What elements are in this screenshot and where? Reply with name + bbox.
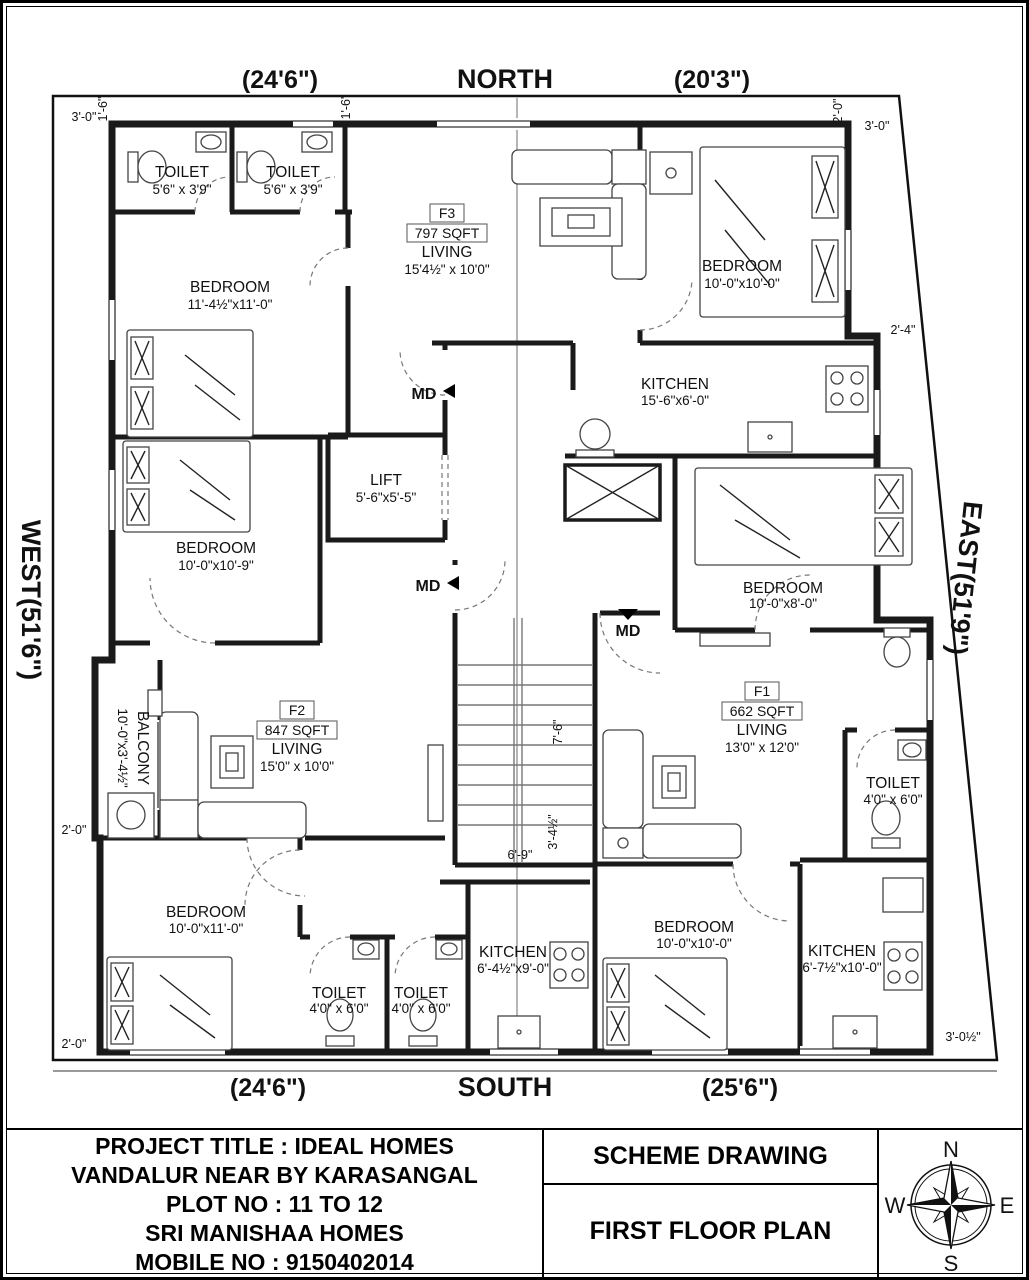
flat-id: F1 xyxy=(753,683,771,699)
sink xyxy=(498,1016,540,1048)
fridge xyxy=(883,878,923,912)
dim-label: 2'-4" xyxy=(890,323,916,337)
room-label: KITCHEN xyxy=(807,943,877,960)
room-dim: 5'6" x 3'9" xyxy=(263,182,323,197)
wc-toilet xyxy=(884,628,910,667)
mobile-number: MOBILE NO : 9150402014 xyxy=(135,1248,414,1275)
sink xyxy=(833,1016,877,1048)
flat-room: LIVING xyxy=(736,722,788,739)
dim-label: 3'-4½" xyxy=(546,814,560,850)
top-dim-left: (24'6") xyxy=(241,66,319,94)
washbasin xyxy=(196,132,226,152)
bed xyxy=(123,441,250,532)
washbasin xyxy=(436,940,462,959)
compass-cell xyxy=(879,1130,1022,1278)
bottom-dim-left: (24'6") xyxy=(229,1074,307,1102)
room-dim: 10'-0"x3'-4½" xyxy=(115,708,130,788)
dim-label: 1'-6" xyxy=(339,94,353,120)
scheme-label: SCHEME DRAWING xyxy=(544,1130,877,1185)
washbasin xyxy=(302,132,332,152)
md-label: MD xyxy=(411,386,437,403)
stove xyxy=(826,366,868,412)
title-block xyxy=(7,1128,1022,1278)
bottom-dim-right: (25'6") xyxy=(701,1074,779,1102)
dim-label: 2'-0" xyxy=(831,98,845,124)
room-label: TOILET xyxy=(266,164,320,181)
top-dim-right: (20'3") xyxy=(673,66,751,94)
room-label: BEDROOM xyxy=(742,580,824,597)
tv-unit xyxy=(700,633,770,646)
door-triangle-icon xyxy=(443,384,455,398)
room-dim: 10'-0"x10'-9" xyxy=(178,558,254,573)
flat-room-dim: 15'0" x 10'0" xyxy=(259,759,335,774)
stove xyxy=(550,942,588,988)
flat-id: F3 xyxy=(438,205,456,221)
dim-label: 2'-0" xyxy=(61,823,87,837)
north-label: NORTH xyxy=(457,64,553,94)
plan-name: FIRST FLOOR PLAN xyxy=(589,1217,832,1245)
room-dim: 4'0" x 6'0" xyxy=(309,1001,369,1016)
flat-room: LIVING xyxy=(271,741,323,758)
lift-label: LIFT xyxy=(370,472,402,489)
room-label: BEDROOM xyxy=(165,904,247,921)
room-label: BEDROOM xyxy=(701,258,783,275)
tv-unit xyxy=(428,745,443,821)
staircase xyxy=(458,618,592,862)
stove xyxy=(884,942,922,990)
room-dim: 4'0" x 6'0" xyxy=(391,1001,451,1016)
bed xyxy=(700,147,845,317)
door-triangle-icon xyxy=(447,576,459,590)
south-label: SOUTH xyxy=(457,1072,553,1102)
project-title: PROJECT TITLE : IDEAL HOMES xyxy=(95,1132,454,1159)
room-dim: 4'0" x 6'0" xyxy=(863,792,923,807)
room-label: TOILET xyxy=(155,164,209,181)
room-dim: 10'-0"x11'-0" xyxy=(168,921,244,936)
room-dim: 6'-4½"x9'-0" xyxy=(477,961,549,976)
dim-label: 3'-0" xyxy=(71,110,97,124)
md-label: MD xyxy=(615,623,641,640)
compass-rose-icon xyxy=(879,1131,1022,1277)
room-label: BEDROOM xyxy=(189,279,271,296)
room-label: BEDROOM xyxy=(175,540,257,557)
flat-room-dim: 15'4½" x 10'0" xyxy=(404,262,490,277)
compass-s: S xyxy=(943,1251,959,1276)
west-label: WEST(51'6") xyxy=(16,519,46,681)
bed xyxy=(603,958,727,1050)
room-label: KITCHEN xyxy=(640,376,710,393)
dim-label: 3'-0" xyxy=(864,119,890,133)
washbasin xyxy=(898,740,926,760)
bed xyxy=(695,468,912,565)
flat-room: LIVING xyxy=(421,244,473,261)
east-label: EAST(51'9") xyxy=(942,499,988,657)
dim-label: 2'-0" xyxy=(61,1037,87,1051)
room-label: BEDROOM xyxy=(653,919,735,936)
dim-label: 6'-9" xyxy=(507,848,533,862)
bed xyxy=(127,330,253,437)
washing-machine xyxy=(108,793,154,838)
wc-toilet xyxy=(872,801,900,848)
room-dim: 10'-0"x10'-0" xyxy=(656,936,732,951)
flat-id: F2 xyxy=(288,702,306,718)
project-info xyxy=(7,1130,544,1278)
flat-area: 662 SQFT xyxy=(729,703,795,719)
room-dim: 5'6" x 3'9" xyxy=(152,182,212,197)
compass-n: N xyxy=(943,1137,959,1162)
washbasin xyxy=(353,940,379,959)
flat-room-dim: 13'0" x 12'0" xyxy=(724,740,800,755)
center-table xyxy=(653,756,695,808)
bed xyxy=(107,957,232,1050)
flat-area: 847 SQFT xyxy=(264,722,330,738)
builder-name: SRI MANISHAA HOMES xyxy=(145,1219,404,1246)
room-label: TOILET xyxy=(394,985,448,1002)
room-label: TOILET xyxy=(866,775,920,792)
flat-area: 797 SQFT xyxy=(414,225,480,241)
dim-label: 3'-0½" xyxy=(945,1030,981,1044)
room-label: BALCONY xyxy=(134,710,151,786)
dim-label: 7'-6" xyxy=(551,719,565,745)
room-dim: 10'-0"x10'-0" xyxy=(704,276,780,291)
compass-w: W xyxy=(884,1193,906,1218)
wash-area xyxy=(576,419,614,457)
center-table xyxy=(540,198,622,246)
sink xyxy=(748,422,792,452)
room-dim: 11'-4½"x11'-0" xyxy=(187,297,273,312)
md-label: MD xyxy=(415,578,441,595)
room-label: KITCHEN xyxy=(478,944,548,961)
room-dim: 10'-0"x8'-0" xyxy=(748,596,818,611)
lift-dim: 5'-6"x5'-5" xyxy=(355,490,417,505)
dim-label: 1'-6" xyxy=(96,96,110,122)
room-dim: 6'-7½"x10'-0" xyxy=(802,960,882,975)
drawing-info xyxy=(544,1130,879,1278)
center-table xyxy=(211,736,253,788)
room-dim: 15'-6"x6'-0" xyxy=(640,393,710,408)
compass-e: E xyxy=(999,1193,1015,1218)
plot-number: PLOT NO : 11 TO 12 xyxy=(166,1190,383,1217)
project-location: VANDALUR NEAR BY KARASANGAL xyxy=(71,1161,478,1188)
room-label: TOILET xyxy=(312,985,366,1002)
